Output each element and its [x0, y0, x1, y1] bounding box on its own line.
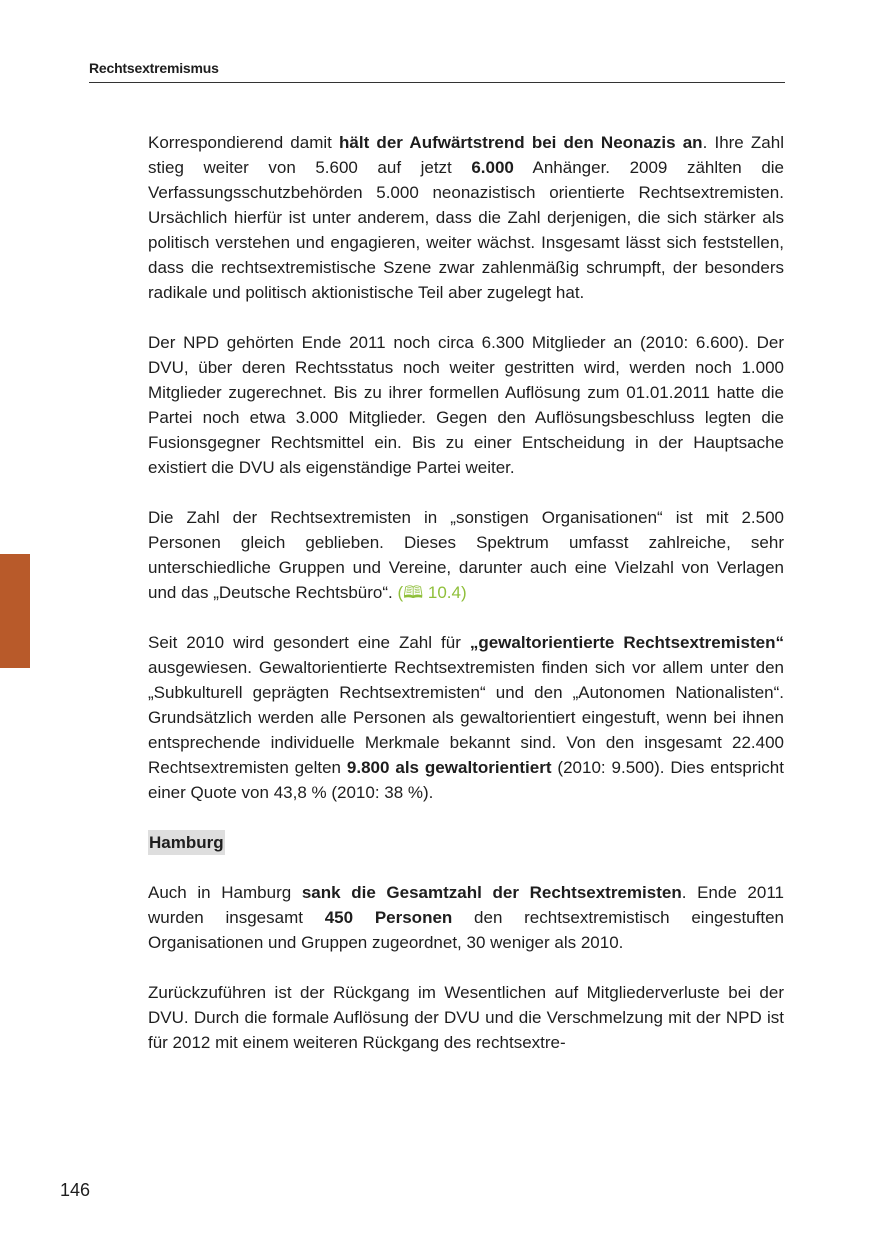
paragraph-npd-dvu [148, 330, 784, 480]
bold-span: sank die Gesamtzahl der Rechtsextremisten [301, 883, 682, 902]
text-span: . Ende 2011 wurden insgesamt [148, 883, 784, 927]
text-span: (2010: 9.500). Dies entspricht einer Quote von 43,8 % (2010: 38 %). [148, 758, 784, 802]
bold-span: hält der Aufwärtstrend bei den Neonazis an [339, 133, 703, 152]
bold-span: 450 Personen [324, 908, 453, 927]
text-span: ausgewiesen. Gewaltorientierte Rechtsextremisten finden sich vor allem unter den „Subkulturell geprägten Rechtsextremisten“ und den „Autonomen Nationalisten“. Grundsätzlich werden alle Personen als gewaltorientiert eingestuft, wenn bei ihnen entsprechende individuelle Merkmale bekannt sind. Von den insgesamt 22.400 Rechtsextremisten gelten [148, 658, 784, 777]
running-head-title: Rechtsextremismus [89, 60, 219, 76]
paragraph-neonazis [148, 130, 784, 305]
bold-span: „gewaltorientierte Rechtsextremisten“ [469, 633, 784, 652]
paragraph-sonstige-organisationen [148, 505, 784, 605]
text-span: Anhänger. 2009 zählten die Verfassungsschutzbehörden 5.000 neonazistisch orientierte Rechtsextremisten. Ursächlich hierfür ist unter anderem, dass die Zahl derjenigen, die sich stärker als politisch verstehen und engagieren, weiter wächst. Insgesamt lässt sich feststellen, dass die rechtsextremistische Szene zwar zahlenmäßig schrumpft, der besonders radikale und politisch aktionistische Teil aber zugelegt hat. [148, 158, 784, 302]
text-span: Seit 2010 wird gesondert eine Zahl für [148, 633, 470, 652]
paragraph-rueckgang [148, 980, 784, 1055]
text-span: Korrespondierend damit [148, 133, 340, 152]
text-span: . Ihre Zahl stieg weiter von 5.600 auf jetzt [148, 133, 784, 177]
body-text [148, 130, 784, 1080]
bold-span: 9.800 als gewaltorientiert [346, 758, 552, 777]
paragraph-gewaltorientierte [148, 630, 784, 805]
text-span: Der NPD gehörten Ende 2011 noch circa 6.300 Mitglieder an (2010: 6.600). Der DVU, über deren Rechtsstatus noch weiter gestritten wird, werden noch 1.000 Mitglieder zugerechnet. Bis zu ihrer formellen Auflösung zum 01.01.2011 hatte die Partei noch etwa 3.000 Mitglieder. Gegen den Auflösungsbeschluss legten die Fusionsgegner Rechtsmittel ein. Bis zu einer Entscheidung in der Hauptsache existiert die DVU als eigenständige Partei weiter. [148, 333, 784, 477]
page-number: 146 [60, 1180, 91, 1200]
cross-reference-link[interactable]: (🕮 10.4) [397, 583, 467, 602]
header-rule [89, 82, 785, 83]
paragraph-hamburg-gesamtzahl [148, 880, 784, 955]
text-span: Auch in Hamburg [148, 883, 302, 902]
text-span: Die Zahl der Rechtsextremisten in „sonstigen Organisationen“ ist mit 2.500 Personen gleich geblieben. Dieses Spektrum umfasst zahlreiche, sehr unterschiedliche Gruppen und Vereine, darunter auch eine Vielzahl von Verlagen und das „Deutsche Rechtsbüro“. [148, 508, 784, 602]
bold-span: 6.000 [471, 158, 514, 177]
chapter-color-tab [0, 554, 30, 668]
section-heading-hamburg: Hamburg [148, 830, 225, 855]
text-span: Zurückzuführen ist der Rückgang im Wesentlichen auf Mitgliederverluste bei der DVU. Durch die formale Auflösung der DVU und die Verschmelzung mit der NPD ist für 2012 mit einem weiteren Rückgang des rechtsextre- [148, 983, 784, 1052]
text-span: den rechtsextremistisch eingestuften Organisationen und Gruppen zugeordnet, 30 weniger als 2010. [148, 908, 784, 952]
